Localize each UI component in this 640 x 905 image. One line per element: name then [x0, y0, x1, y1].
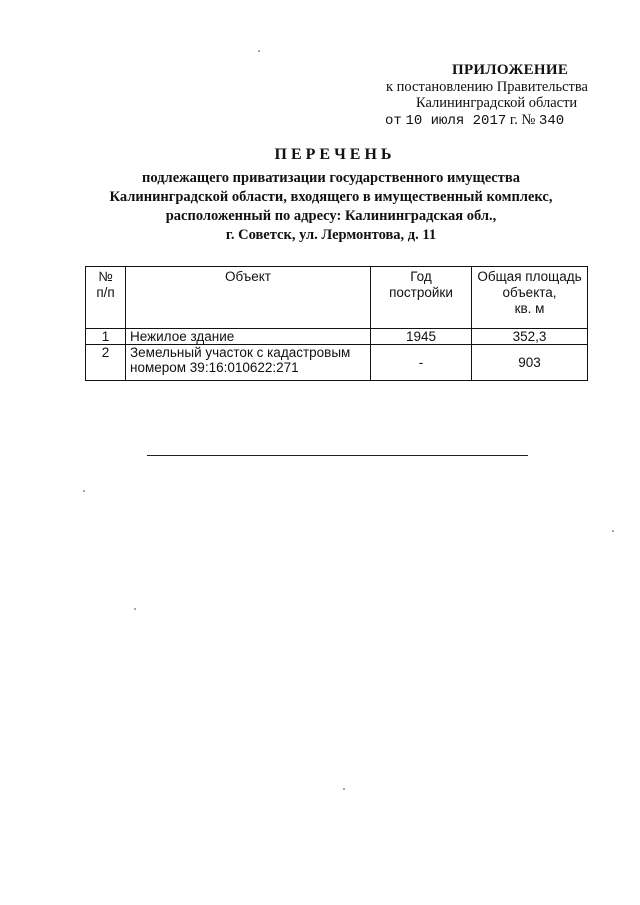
document-subtitle	[22, 169, 640, 245]
scan-speck	[258, 50, 260, 52]
closing-rule	[147, 455, 528, 456]
cell-object-line-2: номером 39:16:010622:271	[130, 360, 299, 375]
table-row	[86, 329, 588, 345]
col-header-num-line-2: п/п	[96, 285, 115, 300]
col-header-area-line-1: Общая площадь	[477, 269, 582, 284]
col-header-year	[371, 267, 472, 329]
table-header-row	[86, 267, 588, 329]
cell-year: -	[371, 345, 472, 381]
col-header-year-line-2: постройки	[389, 285, 453, 300]
scan-speck	[134, 608, 136, 610]
col-header-area-line-3: кв. м	[514, 301, 545, 316]
annex-date-suffix: г. №	[509, 111, 536, 128]
subtitle-line-1: подлежащего приватизации государственного имущества	[142, 170, 520, 186]
cell-num: 2	[86, 345, 126, 381]
annex-block	[386, 62, 588, 129]
cell-year: 1945	[371, 329, 472, 345]
subtitle-line-2: Калининградской области, входящего в имущественный комплекс,	[109, 189, 553, 205]
cell-area: 903	[472, 345, 588, 381]
cell-object-line-1: Земельный участок с кадастровым	[130, 345, 351, 360]
annex-line-1: к постановлению Правительства	[386, 78, 588, 95]
annex-date-line	[385, 112, 588, 130]
col-header-num-line-1: №	[98, 269, 113, 284]
scan-speck	[83, 490, 85, 492]
annex-date-prefix: от	[385, 112, 402, 129]
cell-object	[126, 345, 371, 381]
col-header-area-line-2: объекта,	[502, 285, 557, 300]
cell-area: 352,3	[472, 329, 588, 345]
col-header-year-line-1: Год	[410, 269, 432, 284]
table-row	[86, 345, 588, 381]
annex-title: ПРИЛОЖЕНИЕ	[452, 62, 569, 78]
col-header-object	[126, 267, 371, 329]
subtitle-line-3: расположенный по адресу: Калининградская обл.,	[165, 208, 497, 224]
subtitle-line-4: г. Советск, ул. Лермонтова, д. 11	[225, 227, 437, 243]
objects-table	[85, 266, 588, 381]
annex-line-2: Калининградской области	[416, 95, 578, 111]
annex-date-value: 10 июля 2017	[405, 112, 507, 129]
scan-speck	[343, 788, 345, 790]
scan-speck	[612, 530, 614, 532]
cell-num: 1	[86, 329, 126, 345]
annex-number: 340	[538, 112, 565, 129]
document-title: ПЕРЕЧЕНЬ	[274, 146, 396, 163]
col-header-num	[86, 267, 126, 329]
col-header-area	[472, 267, 588, 329]
col-header-object-label: Объект	[225, 269, 271, 284]
document-heading	[0, 146, 640, 245]
cell-object: Нежилое здание	[126, 329, 371, 345]
